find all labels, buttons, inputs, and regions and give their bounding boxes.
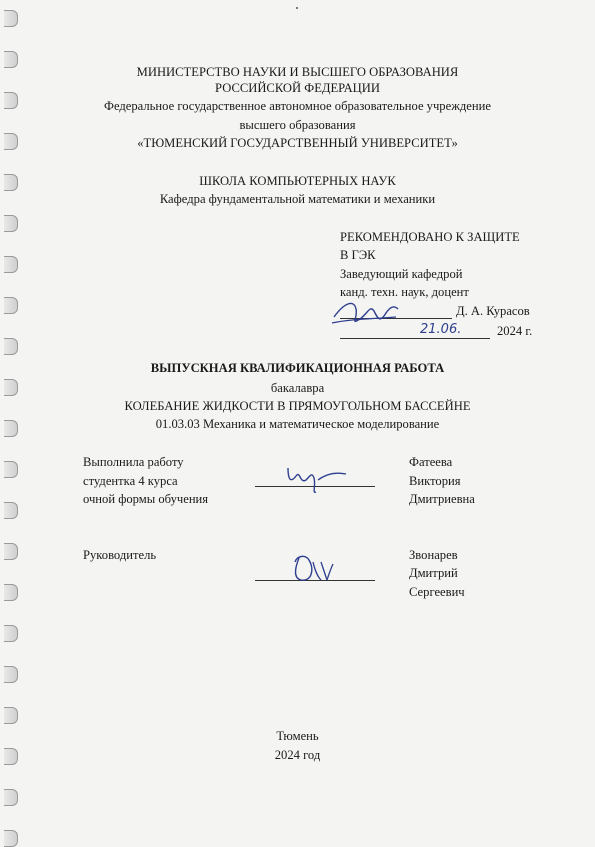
ministry-line-1: МИНИСТЕРСТВО НАУКИ И ВЫСШЕГО ОБРАЗОВАНИЯ — [136, 65, 459, 79]
binding-ring — [4, 666, 18, 683]
date-line — [340, 338, 490, 339]
binding-ring — [4, 584, 18, 601]
ministry-line-2: РОССИЙСКОЙ ФЕДЕРАЦИИ — [215, 81, 380, 95]
supervisor-label: Руководитель — [83, 548, 157, 562]
binding-ring — [4, 789, 18, 806]
department-name: Кафедра фундаментальной математики и механики — [159, 192, 436, 206]
work-title: КОЛЕБАНИЕ ЖИДКОСТИ В ПРЯМОУГОЛЬНОМ БАССЕЙНЕ — [124, 399, 471, 413]
work-type: ВЫПУСКНАЯ КВАЛИФИКАЦИОННАЯ РАБОТА — [150, 361, 445, 375]
university-name: «ТЮМЕНСКИЙ ГОСУДАРСТВЕННЫЙ УНИВЕРСИТЕТ» — [137, 136, 458, 150]
author-label-3: очной формы обучения — [83, 492, 209, 506]
supervisor-first-name: Дмитрий — [409, 566, 458, 580]
school-name: ШКОЛА КОМПЬЮТЕРНЫХ НАУК — [199, 174, 396, 188]
author-signature — [282, 462, 362, 498]
handwritten-date: 21.06. — [420, 322, 462, 337]
author-patronymic: Дмитриевна — [409, 492, 475, 506]
approval-line-3: Заведующий кафедрой — [340, 267, 463, 281]
binding-ring — [4, 543, 18, 560]
approval-line-1: РЕКОМЕНДОВАНО К ЗАЩИТЕ — [340, 230, 520, 244]
binding-ring — [4, 215, 18, 232]
head-signature — [330, 297, 400, 331]
binding-ring — [4, 256, 18, 273]
author-surname: Фатеева — [409, 455, 453, 469]
binding-ring — [4, 297, 18, 314]
supervisor-patronymic: Сергеевич — [409, 585, 465, 599]
binding-ring — [4, 625, 18, 642]
author-first-name: Виктория — [409, 474, 461, 488]
binding-ring — [4, 461, 18, 478]
binding-ring — [4, 338, 18, 355]
head-name: Д. А. Курасов — [456, 304, 530, 318]
binding-ring — [4, 10, 18, 27]
supervisor-surname: Звонарев — [409, 548, 458, 562]
work-specialty: 01.03.03 Механика и математическое моделирование — [155, 417, 440, 431]
institution-line-1: Федеральное государственное автономное образовательное учреждение — [104, 99, 491, 113]
institution-line-2: высшего образования — [239, 118, 356, 132]
footer-year: 2024 год — [274, 748, 321, 762]
supervisor-signature — [287, 552, 337, 586]
scan-speck — [296, 7, 298, 9]
work-level: бакалавра — [270, 381, 325, 395]
binding-ring — [4, 707, 18, 724]
author-label-2: студентка 4 курса — [83, 474, 178, 488]
footer-city: Тюмень — [276, 729, 319, 743]
author-label-1: Выполнила работу — [83, 455, 184, 469]
binding-ring — [4, 502, 18, 519]
approval-line-2: В ГЭК — [340, 248, 376, 262]
approval-line-4: канд. техн. наук, доцент — [340, 285, 469, 299]
binding-ring — [4, 830, 18, 847]
approval-year: 2024 г. — [497, 324, 533, 338]
